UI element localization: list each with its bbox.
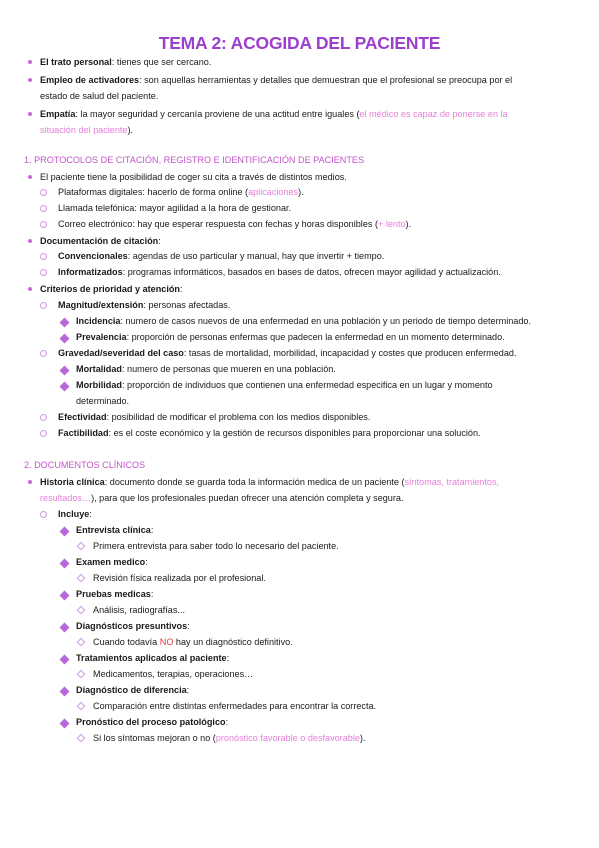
- term-text: : proporción de personas enfermas que padecen la enfermedad en un momento determinado.: [126, 332, 505, 342]
- term-label: Morbilidad: [76, 380, 122, 390]
- bullet-diamond-icon: [60, 655, 70, 665]
- intro-item-activadores: [40, 73, 512, 89]
- term-label: Pronóstico del proceso patológico: [76, 717, 226, 727]
- term-label: Incluye: [58, 509, 90, 519]
- medio-item: Llamada telefónica: mayor agilidad a la hora de gestionar.: [58, 203, 292, 213]
- incluye: [58, 507, 92, 523]
- criterio-magnitud: [58, 298, 230, 314]
- bullet-circle-icon: [40, 302, 47, 309]
- incluye-detail: Análisis, radiografías...: [93, 605, 185, 615]
- highlight-text: situación del paciente: [40, 125, 128, 135]
- bullet-dot-icon: [28, 112, 32, 116]
- term-label: El trato personal: [40, 57, 112, 67]
- bullet-open-diamond-icon: [77, 606, 85, 614]
- highlight-text: síntomas, tratamientos,: [404, 477, 500, 487]
- cita-text: El paciente tiene la posibilidad de coger su cita a través de distintos medios.: [40, 172, 347, 182]
- detail-text: Cuando todavía: [93, 637, 160, 647]
- incluye-item: [76, 619, 190, 635]
- doc-item: [58, 249, 384, 265]
- doc-citacion: [40, 234, 161, 250]
- term-label: Empatía: [40, 109, 76, 119]
- section-heading-2: 2. DOCUMENTOS CLÍNICOS: [24, 460, 146, 470]
- incluye-detail: Comparación entre distintas enfermedades para encontrar la correcta.: [93, 701, 377, 711]
- term-text: : numero de casos nuevos de una enfermedad en una población y un periodo de tiempo determinado.: [120, 316, 531, 326]
- historia-clinica-cont: [40, 491, 403, 507]
- bullet-circle-icon: [40, 221, 47, 228]
- term-label: Historia clínica: [40, 477, 105, 487]
- bullet-dot-icon: [28, 287, 32, 291]
- incluye-item: [76, 683, 189, 699]
- bullet-open-diamond-icon: [77, 670, 85, 678]
- term-text: :: [226, 653, 230, 663]
- medio-text: ).: [298, 187, 304, 197]
- bullet-diamond-icon: [60, 591, 70, 601]
- gravedad-sub-item: [76, 378, 493, 394]
- term-text: : tienes que ser cercano.: [111, 57, 212, 67]
- criterio-efectividad: [58, 410, 370, 426]
- bullet-open-diamond-icon: [77, 638, 85, 646]
- term-text: : posibilidad de modificar el problema con los medios disponibles.: [106, 412, 371, 422]
- term-text: :: [158, 236, 161, 246]
- term-text: : agendas de uso particular y manual, hay que invertir + tiempo.: [127, 251, 385, 261]
- medio-text: Correo electrónico: hay que esperar respuesta con fechas y horas disponibles (: [58, 219, 378, 229]
- historia-clinica: [40, 475, 499, 491]
- term-label: Empleo de activadores: [40, 75, 140, 85]
- highlight-text: + lento: [377, 219, 406, 229]
- bullet-circle-icon: [40, 253, 47, 260]
- term-label: Efectividad: [58, 412, 107, 422]
- medio-item: [58, 217, 411, 233]
- bullet-circle-icon: [40, 269, 47, 276]
- highlight-text: pronóstico favorable o desfavorable: [215, 733, 360, 743]
- detail-text: hay un diagnóstico definitivo.: [173, 637, 293, 647]
- bullet-circle-icon: [40, 511, 47, 518]
- page-title: TEMA 2: ACOGIDA DEL PACIENTE: [158, 33, 441, 53]
- detail-text: ).: [359, 733, 366, 743]
- term-label: Gravedad/severidad del caso: [58, 348, 184, 358]
- term-text: : tasas de mortalidad, morbilidad, incapacidad y costes que producen enfermedad.: [183, 348, 517, 358]
- intro-item-activadores-cont: estado de salud del paciente.: [40, 91, 159, 101]
- term-text: : es el coste económico y la gestión de recursos disponibles para proporcionar una solución.: [108, 428, 481, 438]
- term-label: Incidencia: [76, 316, 121, 326]
- term-text: ), para que los profesionales puedan ofrecer una atención completa y segura.: [91, 493, 404, 503]
- bullet-dot-icon: [28, 239, 32, 243]
- detail-text: Si los síntomas mejoran o no (: [93, 733, 216, 743]
- bullet-diamond-icon: [60, 527, 70, 537]
- term-label: Magnitud/extensión: [58, 300, 144, 310]
- term-text: : la mayor seguridad y cercanía proviene de una actitud entre iguales (: [75, 109, 360, 119]
- incluye-detail: Primera entrevista para saber todo lo necesario del paciente.: [93, 541, 339, 551]
- bullet-diamond-icon: [60, 366, 70, 376]
- term-label: Tratamientos aplicados al paciente: [76, 653, 227, 663]
- bullet-diamond-icon: [60, 687, 70, 697]
- term-text: : programas informáticos, basados en bases de datos, ofrecen mayor agilidad y actualización.: [122, 267, 501, 277]
- medio-item: [58, 185, 304, 201]
- bullet-circle-icon: [40, 430, 47, 437]
- bullet-open-diamond-icon: [77, 702, 85, 710]
- bullet-diamond-icon: [60, 334, 70, 344]
- bullet-diamond-icon: [60, 318, 70, 328]
- term-text: :: [179, 284, 183, 294]
- incluye-detail: [93, 731, 365, 747]
- term-text: : personas afectadas.: [143, 300, 231, 310]
- intro-item-empatia: [40, 107, 508, 123]
- medio-text: Plataformas digitales: hacerlo de forma online (: [58, 187, 249, 197]
- magnitud-sub-item: [76, 330, 505, 346]
- term-text: :: [89, 509, 92, 519]
- term-text: ).: [127, 125, 134, 135]
- term-label: Informatizados: [58, 267, 123, 277]
- bullet-circle-icon: [40, 189, 47, 196]
- gravedad-sub-item-cont: determinado.: [76, 396, 130, 406]
- highlight-text: el médico es capaz de ponerse en la: [359, 109, 508, 119]
- bullet-dot-icon: [28, 480, 32, 484]
- highlight-text: resultados…: [40, 493, 92, 503]
- medio-text: ).: [405, 219, 412, 229]
- bullet-circle-icon: [40, 205, 47, 212]
- incluye-item: [76, 715, 228, 731]
- bullet-circle-icon: [40, 350, 47, 357]
- term-label: Diagnóstico de diferencia: [76, 685, 187, 695]
- bullet-dot-icon: [28, 78, 32, 82]
- term-text: : documento donde se guarda toda la información medica de un paciente (: [104, 477, 405, 487]
- intro-item-trato: [40, 55, 211, 71]
- incluye-detail: Medicamentos, terapias, operaciones…: [93, 669, 254, 679]
- term-label: Factibilidad: [58, 428, 109, 438]
- bullet-diamond-icon: [60, 559, 70, 569]
- bullet-dot-icon: [28, 60, 32, 64]
- criterio-gravedad: [58, 346, 517, 362]
- incluye-detail: [93, 635, 293, 651]
- criterio-factibilidad: [58, 426, 481, 442]
- term-text: :: [225, 717, 229, 727]
- doc-item: [58, 265, 501, 281]
- term-text: :: [186, 685, 190, 695]
- term-text: : proporción de individuos que contienen una enfermedad especifica en un lugar y momento: [121, 380, 493, 390]
- term-text: :: [187, 621, 190, 631]
- term-label: Criterios de prioridad y atención: [40, 284, 180, 294]
- bullet-dot-icon: [28, 175, 32, 179]
- term-label: Convencionales: [58, 251, 128, 261]
- term-label: Pruebas medicas: [76, 589, 151, 599]
- term-text: : numero de personas que mueren en una población.: [121, 364, 336, 374]
- term-text: : son aquellas herramientas y detalles que demuestran que el profesional se preocupa por el: [139, 75, 513, 85]
- criterios: [40, 282, 183, 298]
- bullet-diamond-icon: [60, 623, 70, 633]
- bullet-open-diamond-icon: [77, 734, 85, 742]
- incluye-item: [76, 523, 153, 539]
- term-label: Diagnósticos presuntivos: [76, 621, 188, 631]
- bullet-diamond-icon: [60, 382, 70, 392]
- term-label: Documentación de citación: [40, 236, 159, 246]
- bullet-diamond-icon: [60, 719, 70, 729]
- bullet-circle-icon: [40, 414, 47, 421]
- bullet-open-diamond-icon: [77, 542, 85, 550]
- term-label: Entrevista clínica: [76, 525, 151, 535]
- term-text: :: [145, 557, 148, 567]
- magnitud-sub-item: [76, 314, 531, 330]
- term-label: Prevalencia: [76, 332, 127, 342]
- incluye-item: [76, 587, 153, 603]
- gravedad-sub-item: [76, 362, 336, 378]
- section-heading-1: 1. PROTOCOLOS DE CITACIÓN, REGISTRO E IDENTIFICACIÓN DE PACIENTES: [24, 155, 365, 165]
- term-label: Mortalidad: [76, 364, 122, 374]
- incluye-item: [76, 555, 148, 571]
- intro-item-empatia-cont: [40, 123, 133, 139]
- term-text: :: [150, 589, 154, 599]
- incluye-detail: Revisión física realizada por el profesional.: [93, 573, 266, 583]
- highlight-text: aplicaciones: [248, 187, 299, 197]
- term-text: :: [150, 525, 154, 535]
- term-label: Examen medico: [76, 557, 146, 567]
- bullet-open-diamond-icon: [77, 574, 85, 582]
- incluye-item: [76, 651, 229, 667]
- emphasis-text: NO: [159, 637, 174, 647]
